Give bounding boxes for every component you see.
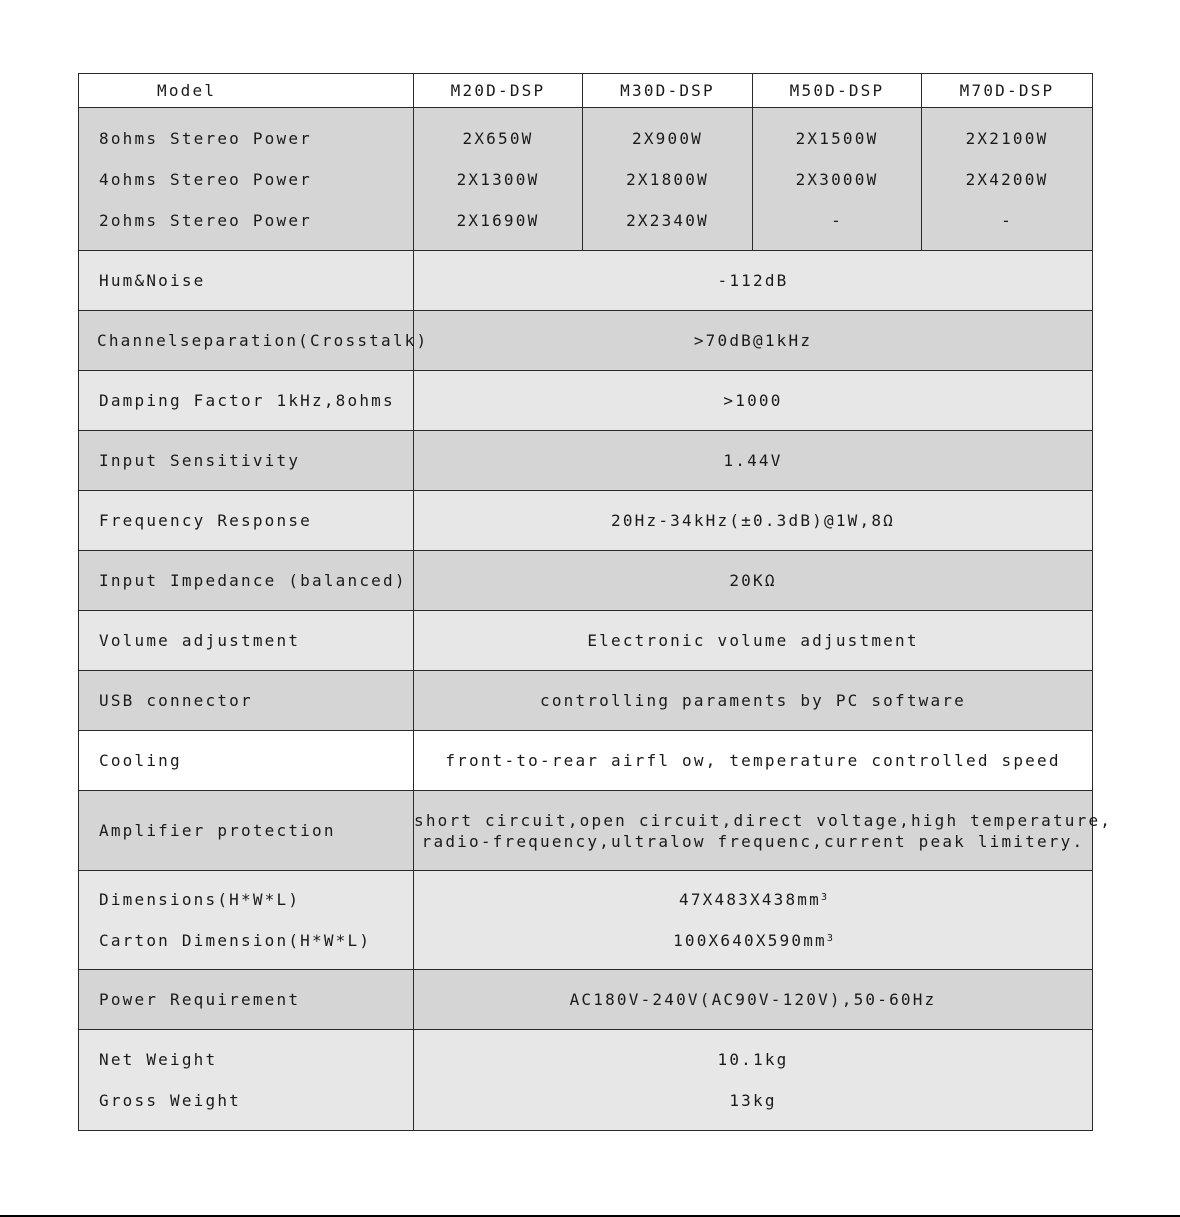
spec-label: Amplifier protection (79, 791, 414, 871)
row-dimensions (79, 871, 1093, 970)
carton-dimension-label: Carton Dimension(H*W*L) (99, 931, 372, 950)
power-value: - (831, 210, 843, 230)
power-m70d (922, 108, 1093, 251)
spec-label: USB connector (79, 671, 414, 731)
protection-line: radio-frequency,ultralow frequenc,current peak limitery. (421, 831, 1085, 851)
row-amplifier-protection (79, 791, 1093, 871)
spec-table (78, 73, 1113, 1131)
row-frequency-response (79, 491, 1093, 551)
model-m50d: M50D-DSP (753, 74, 922, 108)
power-value: 2X650W (462, 128, 534, 148)
spec-value: AC180V-240V(AC90V-120V),50-60Hz (414, 970, 1093, 1030)
model-m30d: M30D-DSP (583, 74, 753, 108)
spec-value (414, 1030, 1093, 1131)
power-value: 2X1690W (456, 210, 540, 230)
spec-value: 20KΩ (414, 551, 1093, 611)
spec-value: -112dB (414, 251, 1093, 311)
power-value: 2X1300W (456, 169, 540, 189)
spec-value (414, 791, 1113, 871)
dimensions-label: Dimensions(H*W*L) (99, 890, 301, 909)
protection-line: short circuit,open circuit,direct voltage,high temperature, (414, 810, 1113, 830)
spec-value: controlling paraments by PC software (414, 671, 1093, 731)
row-damping-factor (79, 371, 1093, 431)
row-weight (79, 1030, 1093, 1131)
power-label-8ohms: 8ohms Stereo Power (99, 128, 312, 148)
spec-label: Power Requirement (79, 970, 414, 1030)
power-value: - (1001, 210, 1013, 230)
row-hum-noise (79, 251, 1093, 311)
spec-label: Cooling (79, 731, 414, 791)
carton-dimension-value: $100X640X590mm^3$ (673, 931, 833, 950)
power-label-2ohms: 2ohms Stereo Power (99, 210, 312, 230)
power-label-4ohms: 4ohms Stereo Power (99, 169, 312, 189)
power-value: 2X900W (632, 128, 703, 148)
spec-label (79, 1030, 414, 1131)
row-input-impedance (79, 551, 1093, 611)
spec-value: >70dB@1kHz (414, 311, 1093, 371)
spec-label: Volume adjustment (79, 611, 414, 671)
power-labels (79, 108, 414, 251)
row-input-sensitivity (79, 431, 1093, 491)
row-channel-separation (79, 311, 1093, 371)
spec-label (79, 871, 414, 970)
model-m20d: M20D-DSP (414, 74, 583, 108)
spec-value: Electronic volume adjustment (414, 611, 1093, 671)
net-weight-label: Net Weight (99, 1050, 218, 1069)
spec-value: front-to-rear airfl ow, temperature controlled speed (414, 731, 1093, 791)
header-row (79, 74, 1093, 108)
dimensions-value: $47X483X438mm^3$ (678, 890, 828, 909)
power-value: 2X4200W (965, 169, 1049, 189)
row-volume-adjustment (79, 611, 1093, 671)
power-value: 2X3000W (795, 169, 879, 189)
gross-weight-label: Gross Weight (99, 1091, 241, 1110)
power-m20d (414, 108, 583, 251)
net-weight-value: 10.1kg (717, 1050, 789, 1069)
spec-value: 20Hz-34kHz(±0.3dB)@1W,8Ω (414, 491, 1093, 551)
power-m30d (583, 108, 753, 251)
spec-value (414, 871, 1093, 970)
spec-value: 1.44V (414, 431, 1093, 491)
power-value: 2X2100W (965, 128, 1049, 148)
header-model-label: Model (79, 74, 414, 108)
gross-weight-value: 13kg (729, 1091, 777, 1110)
spec-label: Input Sensitivity (79, 431, 414, 491)
power-row (79, 108, 1093, 251)
row-power-requirement (79, 970, 1093, 1030)
power-value: 2X2340W (626, 210, 709, 230)
row-usb-connector (79, 671, 1093, 731)
spec-label: Damping Factor 1kHz,8ohms (79, 371, 414, 431)
spec-value: >1000 (414, 371, 1093, 431)
spec-label: Channelseparation(Crosstalk) (79, 311, 414, 371)
spec-label: Frequency Response (79, 491, 414, 551)
power-value: 2X1800W (626, 169, 709, 189)
model-m70d: M70D-DSP (922, 74, 1093, 108)
row-cooling (79, 731, 1093, 791)
spec-label: Input Impedance (balanced) (79, 551, 414, 611)
power-m50d (753, 108, 922, 251)
power-value: 2X1500W (795, 128, 879, 148)
spec-label: Hum&Noise (79, 251, 414, 311)
